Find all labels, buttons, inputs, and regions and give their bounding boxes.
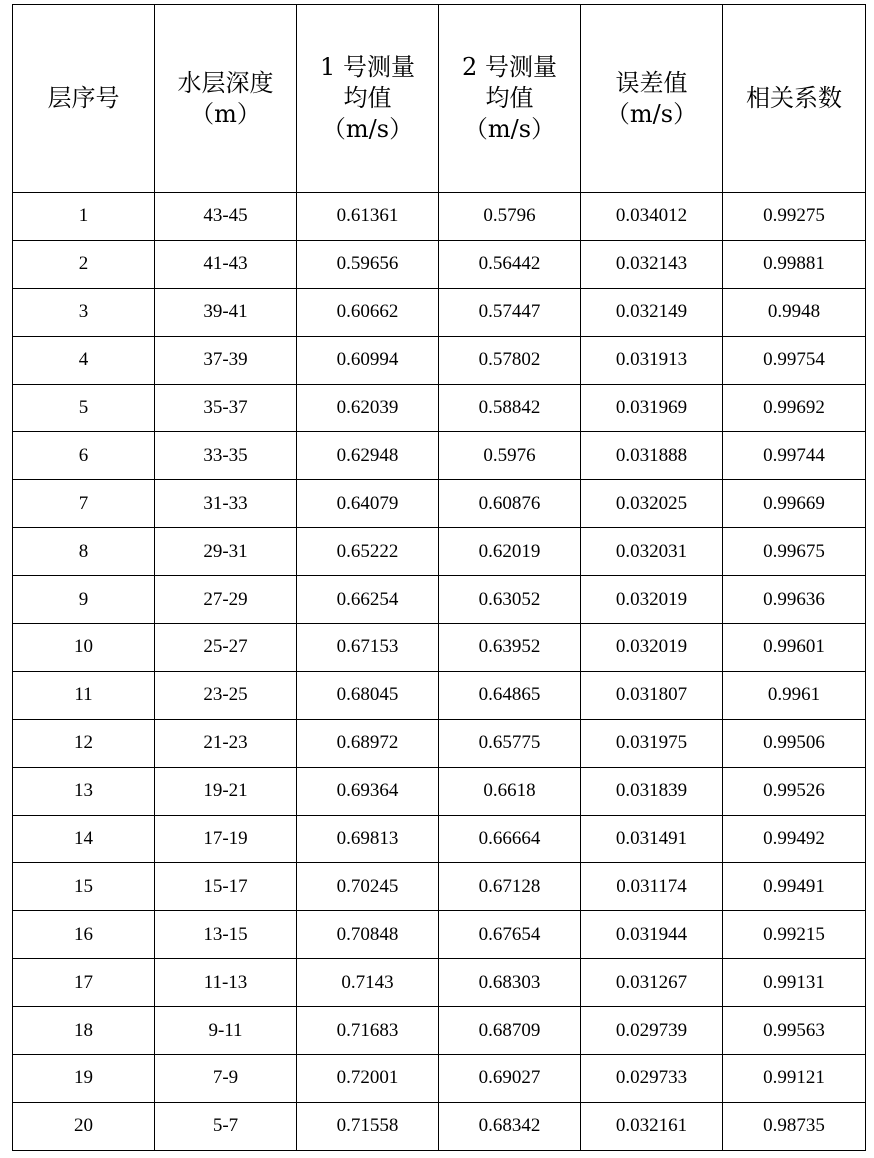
cell-meter2: 0.68342	[439, 1102, 581, 1150]
header-meter2-line-3: （m/s）	[463, 115, 556, 143]
cell-corr: 0.99506	[723, 719, 866, 767]
cell-layer-no: 4	[13, 336, 155, 384]
cell-depth: 9-11	[155, 1007, 297, 1055]
header-layer-no	[13, 5, 155, 193]
header-depth	[155, 5, 297, 193]
cell-depth: 5-7	[155, 1102, 297, 1150]
table-row	[13, 1102, 866, 1150]
table-header	[13, 5, 866, 193]
cell-meter2: 0.57802	[439, 336, 581, 384]
table-row	[13, 432, 866, 480]
header-error-line-2: （m/s）	[605, 99, 698, 128]
header-corr-line-1: 相关系数	[746, 84, 842, 112]
header-layer-no-line-1: 层序号	[47, 84, 120, 112]
cell-corr: 0.99601	[723, 624, 866, 672]
cell-layer-no: 12	[13, 719, 155, 767]
cell-corr: 0.99491	[723, 863, 866, 911]
header-meter2	[439, 5, 581, 193]
cell-error: 0.029739	[581, 1007, 723, 1055]
cell-depth: 37-39	[155, 336, 297, 384]
cell-error: 0.031839	[581, 767, 723, 815]
cell-meter1: 0.65222	[297, 528, 439, 576]
cell-corr: 0.99692	[723, 384, 866, 432]
cell-meter1: 0.64079	[297, 480, 439, 528]
cell-depth: 7-9	[155, 1055, 297, 1103]
cell-error: 0.034012	[581, 193, 723, 241]
cell-meter2: 0.68709	[439, 1007, 581, 1055]
cell-layer-no: 16	[13, 911, 155, 959]
table-row	[13, 193, 866, 241]
header-meter1-line-1: 1 号测量	[320, 53, 415, 81]
cell-layer-no: 11	[13, 671, 155, 719]
cell-corr: 0.99131	[723, 959, 866, 1007]
cell-error: 0.032025	[581, 480, 723, 528]
cell-corr: 0.9948	[723, 288, 866, 336]
cell-meter2: 0.68303	[439, 959, 581, 1007]
table-row	[13, 1055, 866, 1103]
cell-depth: 25-27	[155, 624, 297, 672]
cell-layer-no: 18	[13, 1007, 155, 1055]
cell-meter1: 0.7143	[297, 959, 439, 1007]
cell-meter2: 0.6618	[439, 767, 581, 815]
cell-meter2: 0.66664	[439, 815, 581, 863]
header-depth-line-1: 水层深度	[177, 68, 274, 97]
cell-layer-no: 8	[13, 528, 155, 576]
cell-error: 0.031975	[581, 719, 723, 767]
table-row	[13, 815, 866, 863]
cell-depth: 23-25	[155, 671, 297, 719]
table-row	[13, 719, 866, 767]
header-row	[13, 5, 866, 193]
cell-depth: 29-31	[155, 528, 297, 576]
header-meter2-line-2: 均值	[485, 84, 534, 112]
table-body	[13, 193, 866, 1151]
cell-corr: 0.99215	[723, 911, 866, 959]
cell-meter1: 0.60994	[297, 336, 439, 384]
cell-layer-no: 13	[13, 767, 155, 815]
cell-meter1: 0.66254	[297, 576, 439, 624]
cell-depth: 39-41	[155, 288, 297, 336]
cell-corr: 0.99744	[723, 432, 866, 480]
cell-depth: 19-21	[155, 767, 297, 815]
cell-layer-no: 5	[13, 384, 155, 432]
cell-depth: 41-43	[155, 240, 297, 288]
table-row	[13, 767, 866, 815]
cell-error: 0.032143	[581, 240, 723, 288]
cell-layer-no: 6	[13, 432, 155, 480]
table-row	[13, 1007, 866, 1055]
cell-depth: 27-29	[155, 576, 297, 624]
cell-corr: 0.99636	[723, 576, 866, 624]
cell-depth: 15-17	[155, 863, 297, 911]
header-meter1-line-3: （m/s）	[321, 115, 414, 143]
cell-meter2: 0.57447	[439, 288, 581, 336]
cell-error: 0.032019	[581, 576, 723, 624]
header-error	[581, 5, 723, 193]
cell-meter2: 0.64865	[439, 671, 581, 719]
cell-layer-no: 20	[13, 1102, 155, 1150]
cell-meter2: 0.67128	[439, 863, 581, 911]
cell-meter2: 0.5976	[439, 432, 581, 480]
cell-corr: 0.99675	[723, 528, 866, 576]
cell-meter1: 0.71683	[297, 1007, 439, 1055]
cell-corr: 0.99492	[723, 815, 866, 863]
cell-meter1: 0.68045	[297, 671, 439, 719]
cell-layer-no: 1	[13, 193, 155, 241]
cell-error: 0.031491	[581, 815, 723, 863]
table-row	[13, 288, 866, 336]
header-meter1-line-2: 均值	[343, 84, 392, 112]
cell-meter2: 0.65775	[439, 719, 581, 767]
table-row	[13, 959, 866, 1007]
cell-meter2: 0.62019	[439, 528, 581, 576]
cell-meter2: 0.56442	[439, 240, 581, 288]
cell-depth: 17-19	[155, 815, 297, 863]
cell-error: 0.031913	[581, 336, 723, 384]
cell-meter1: 0.67153	[297, 624, 439, 672]
cell-error: 0.032149	[581, 288, 723, 336]
table-row	[13, 528, 866, 576]
cell-corr: 0.99275	[723, 193, 866, 241]
header-depth-line-2: （m）	[190, 99, 261, 128]
cell-meter1: 0.70848	[297, 911, 439, 959]
cell-error: 0.031807	[581, 671, 723, 719]
cell-error: 0.031969	[581, 384, 723, 432]
cell-meter2: 0.58842	[439, 384, 581, 432]
cell-depth: 11-13	[155, 959, 297, 1007]
cell-meter1: 0.69813	[297, 815, 439, 863]
cell-meter2: 0.63052	[439, 576, 581, 624]
cell-layer-no: 14	[13, 815, 155, 863]
table-row	[13, 671, 866, 719]
cell-corr: 0.99754	[723, 336, 866, 384]
cell-meter1: 0.62039	[297, 384, 439, 432]
table-row	[13, 480, 866, 528]
cell-meter2: 0.67654	[439, 911, 581, 959]
cell-layer-no: 19	[13, 1055, 155, 1103]
cell-depth: 35-37	[155, 384, 297, 432]
cell-layer-no: 9	[13, 576, 155, 624]
cell-error: 0.032019	[581, 624, 723, 672]
cell-layer-no: 3	[13, 288, 155, 336]
cell-error: 0.031888	[581, 432, 723, 480]
cell-meter1: 0.71558	[297, 1102, 439, 1150]
cell-meter1: 0.62948	[297, 432, 439, 480]
cell-error: 0.032031	[581, 528, 723, 576]
cell-depth: 21-23	[155, 719, 297, 767]
cell-error: 0.031267	[581, 959, 723, 1007]
cell-meter1: 0.72001	[297, 1055, 439, 1103]
cell-corr: 0.99121	[723, 1055, 866, 1103]
cell-corr: 0.9961	[723, 671, 866, 719]
cell-error: 0.031174	[581, 863, 723, 911]
table-row	[13, 240, 866, 288]
cell-meter1: 0.69364	[297, 767, 439, 815]
cell-corr: 0.99669	[723, 480, 866, 528]
cell-meter1: 0.68972	[297, 719, 439, 767]
measurement-table	[12, 4, 866, 1151]
header-meter2-line-1: 2 号测量	[462, 53, 557, 81]
cell-error: 0.031944	[581, 911, 723, 959]
table-row	[13, 336, 866, 384]
cell-meter2: 0.5796	[439, 193, 581, 241]
table-row	[13, 624, 866, 672]
cell-meter2: 0.60876	[439, 480, 581, 528]
cell-depth: 33-35	[155, 432, 297, 480]
cell-corr: 0.99563	[723, 1007, 866, 1055]
cell-depth: 13-15	[155, 911, 297, 959]
cell-error: 0.032161	[581, 1102, 723, 1150]
cell-corr: 0.99881	[723, 240, 866, 288]
cell-meter1: 0.59656	[297, 240, 439, 288]
table-row	[13, 576, 866, 624]
cell-layer-no: 15	[13, 863, 155, 911]
cell-layer-no: 10	[13, 624, 155, 672]
cell-corr: 0.99526	[723, 767, 866, 815]
header-error-line-1: 误差值	[615, 68, 688, 97]
header-meter1	[297, 5, 439, 193]
cell-layer-no: 7	[13, 480, 155, 528]
header-corr	[723, 5, 866, 193]
cell-depth: 31-33	[155, 480, 297, 528]
cell-meter2: 0.63952	[439, 624, 581, 672]
table-row	[13, 863, 866, 911]
cell-depth: 43-45	[155, 193, 297, 241]
cell-meter1: 0.70245	[297, 863, 439, 911]
cell-meter2: 0.69027	[439, 1055, 581, 1103]
cell-corr: 0.98735	[723, 1102, 866, 1150]
cell-error: 0.029733	[581, 1055, 723, 1103]
cell-layer-no: 2	[13, 240, 155, 288]
table-row	[13, 384, 866, 432]
cell-layer-no: 17	[13, 959, 155, 1007]
cell-meter1: 0.61361	[297, 193, 439, 241]
table-row	[13, 911, 866, 959]
cell-meter1: 0.60662	[297, 288, 439, 336]
